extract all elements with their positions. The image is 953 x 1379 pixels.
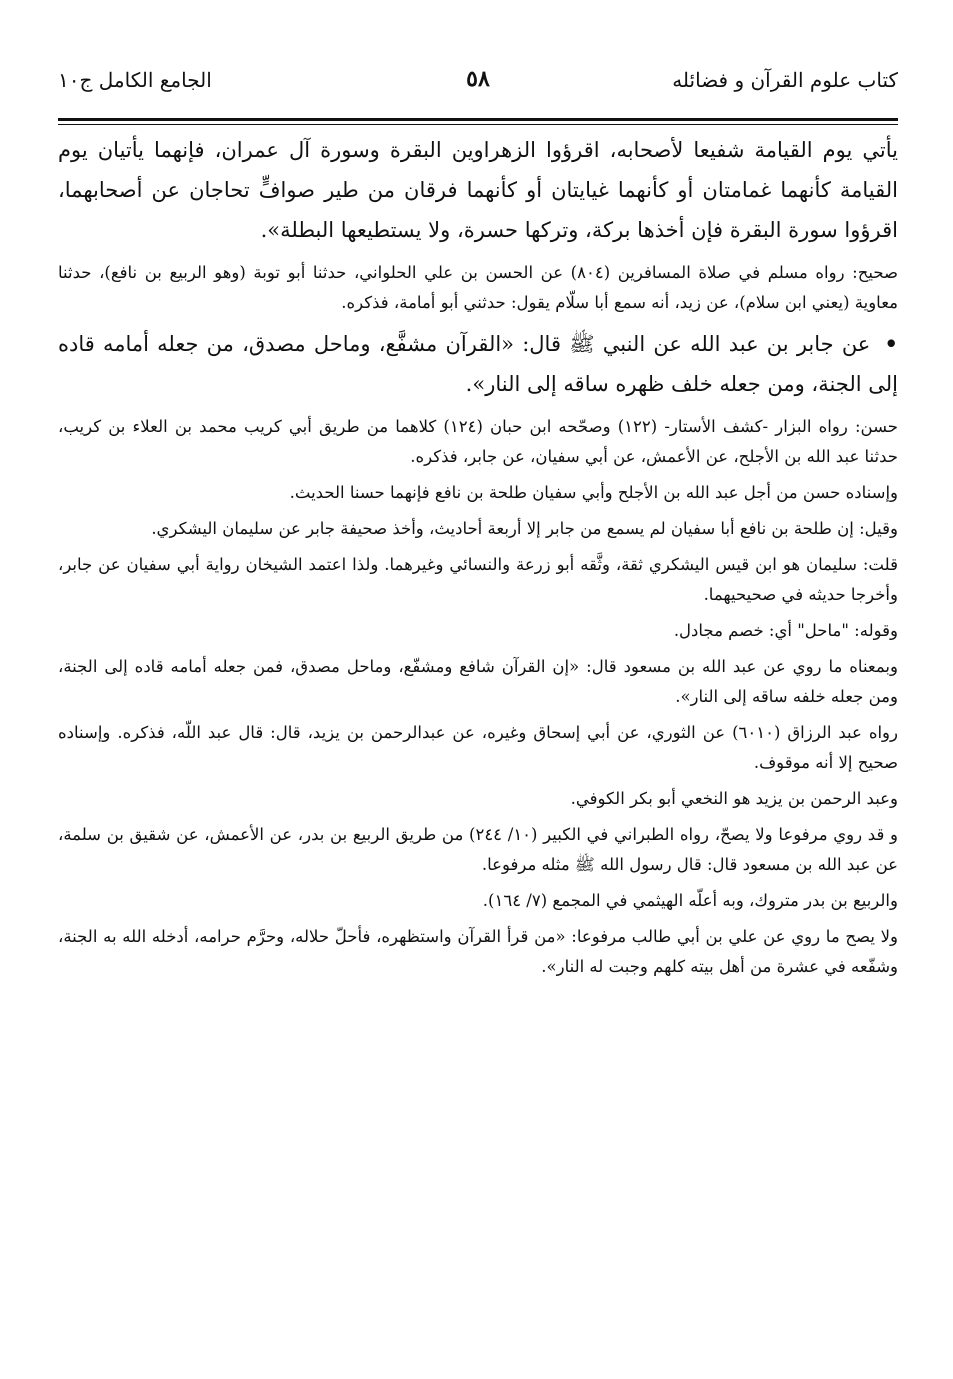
- paragraph-text: عن جابر بن عبد الله عن النبي ﷺ قال: «القرآن مشفَّع، وماحل مصدق، من جعله أمامه قاده إلى الجنة، ومن جعله خلف ظهره ساقه إلى النار».: [58, 332, 898, 396]
- commentary-paragraph: [58, 922, 898, 982]
- hadith-paragraph: [58, 324, 898, 404]
- bullet-icon: •: [884, 331, 898, 356]
- commentary-paragraph: [58, 258, 898, 318]
- book-page: [58, 58, 898, 1348]
- page-header: [58, 58, 898, 110]
- hadith-paragraph: [58, 130, 898, 250]
- commentary-paragraph: [58, 784, 898, 814]
- paragraph-text: وإسناده حسن من أجل عبد الله بن الأجلح وأبي سفيان طلحة بن نافع فإنهما حسنا الحديث.: [289, 483, 898, 502]
- book-title: كتاب علوم القرآن و فضائله: [672, 68, 898, 92]
- commentary-paragraph: [58, 412, 898, 472]
- commentary-paragraph: [58, 886, 898, 916]
- paragraph-text: ولا يصح ما روي عن علي بن أبي طالب مرفوعا: «من قرأ القرآن واستظهره، فأحلّ حلاله، وحرَّم حرامه، أدخله الله به الجنة، وشفّعه في عشرة من أهل بيته كلهم وجبت له النار».: [58, 927, 898, 976]
- paragraph-text: قلت: سليمان هو ابن قيس اليشكري ثقة، وثَّقه أبو زرعة والنسائي وغيرهما. ولذا اعتمد الشيخان رواية أبي سفيان عن جابر، وأخرجا حديثه في صحيحيهما.: [58, 555, 898, 604]
- paragraph-text: رواه عبد الرزاق (٦٠١٠) عن الثوري، عن أبي إسحاق وغيره، عن عبدالرحمن بن يزيد، قال: قال عبد اللّه، فذكره. وإسناده صحيح إلا أنه موقوف.: [58, 723, 898, 772]
- commentary-paragraph: [58, 652, 898, 712]
- commentary-paragraph: [58, 478, 898, 508]
- paragraph-text: والربيع بن بدر متروك، وبه أعلّه الهيثمي في المجمع (٧/ ١٦٤).: [482, 891, 898, 910]
- commentary-paragraph: [58, 616, 898, 646]
- paragraph-text: وقيل: إن طلحة بن نافع أبا سفيان لم يسمع من جابر إلا أربعة أحاديث، وأخذ صحيفة جابر عن سليمان اليشكري.: [151, 519, 898, 538]
- commentary-paragraph: [58, 820, 898, 880]
- paragraph-text: يأتي يوم القيامة شفيعا لأصحابه، اقرؤوا الزهراوين البقرة وسورة آل عمران، فإنهما يأتيان يوم القيامة كأنهما غمامتان أو كأنهما غيايتان أو كأنهما فرقان من طير صوافٍّ تحاجان عن أصحابهما، اقرؤوا سورة البقرة فإن أخذها بركة، وتركها حسرة، ولا يستطيعها البطلة».: [58, 138, 898, 242]
- header-rule-thick: [58, 118, 898, 121]
- commentary-paragraph: [58, 718, 898, 778]
- paragraph-text: وبمعناه ما روي عن عبد الله بن مسعود قال: «إن القرآن شافع ومشفّع، وماحل مصدق، فمن جعله أمامه قاده إلى الجنة، ومن جعله خلفه ساقه إلى النار».: [58, 657, 898, 706]
- paragraph-text: صحيح: رواه مسلم في صلاة المسافرين (٨٠٤) عن الحسن بن علي الحلواني، حدثنا أبو توبة (وهو الربيع بن نافع)، حدثنا معاوية (يعني ابن سلام)، عن زيد، أنه سمع أبا سلّام يقول: حدثني أبو أمامة، فذكره.: [58, 263, 898, 312]
- volume-label: الجامع الكامل ج١٠: [58, 68, 212, 92]
- commentary-paragraph: [58, 514, 898, 544]
- paragraph-text: و قد روي مرفوعا ولا يصحّ، رواه الطبراني في الكبير (١٠/ ٢٤٤) من طريق الربيع بن بدر، عن الأعمش، عن شقيق بن سلمة، عن عبد الله بن مسعود قال: قال رسول الله ﷺ مثله مرفوعا.: [58, 825, 898, 874]
- paragraph-text: حسن: رواه البزار -كشف الأستار- (١٢٢) وصحّحه ابن حبان (١٢٤) كلاهما من طريق أبي كريب محمد بن العلاء بن كريب، حدثنا عبد الله بن الأجلح، عن الأعمش، عن أبي سفيان، عن جابر، فذكره.: [58, 417, 898, 466]
- header-rule-thin: [58, 124, 898, 125]
- paragraph-text: وعبد الرحمن بن يزيد هو النخعي أبو بكر الكوفي.: [570, 789, 898, 808]
- body-text: [58, 130, 898, 988]
- page-number: ٥٨: [466, 66, 490, 92]
- paragraph-text: وقوله: "ماحل" أي: خصم مجادل.: [673, 621, 898, 640]
- commentary-paragraph: [58, 550, 898, 610]
